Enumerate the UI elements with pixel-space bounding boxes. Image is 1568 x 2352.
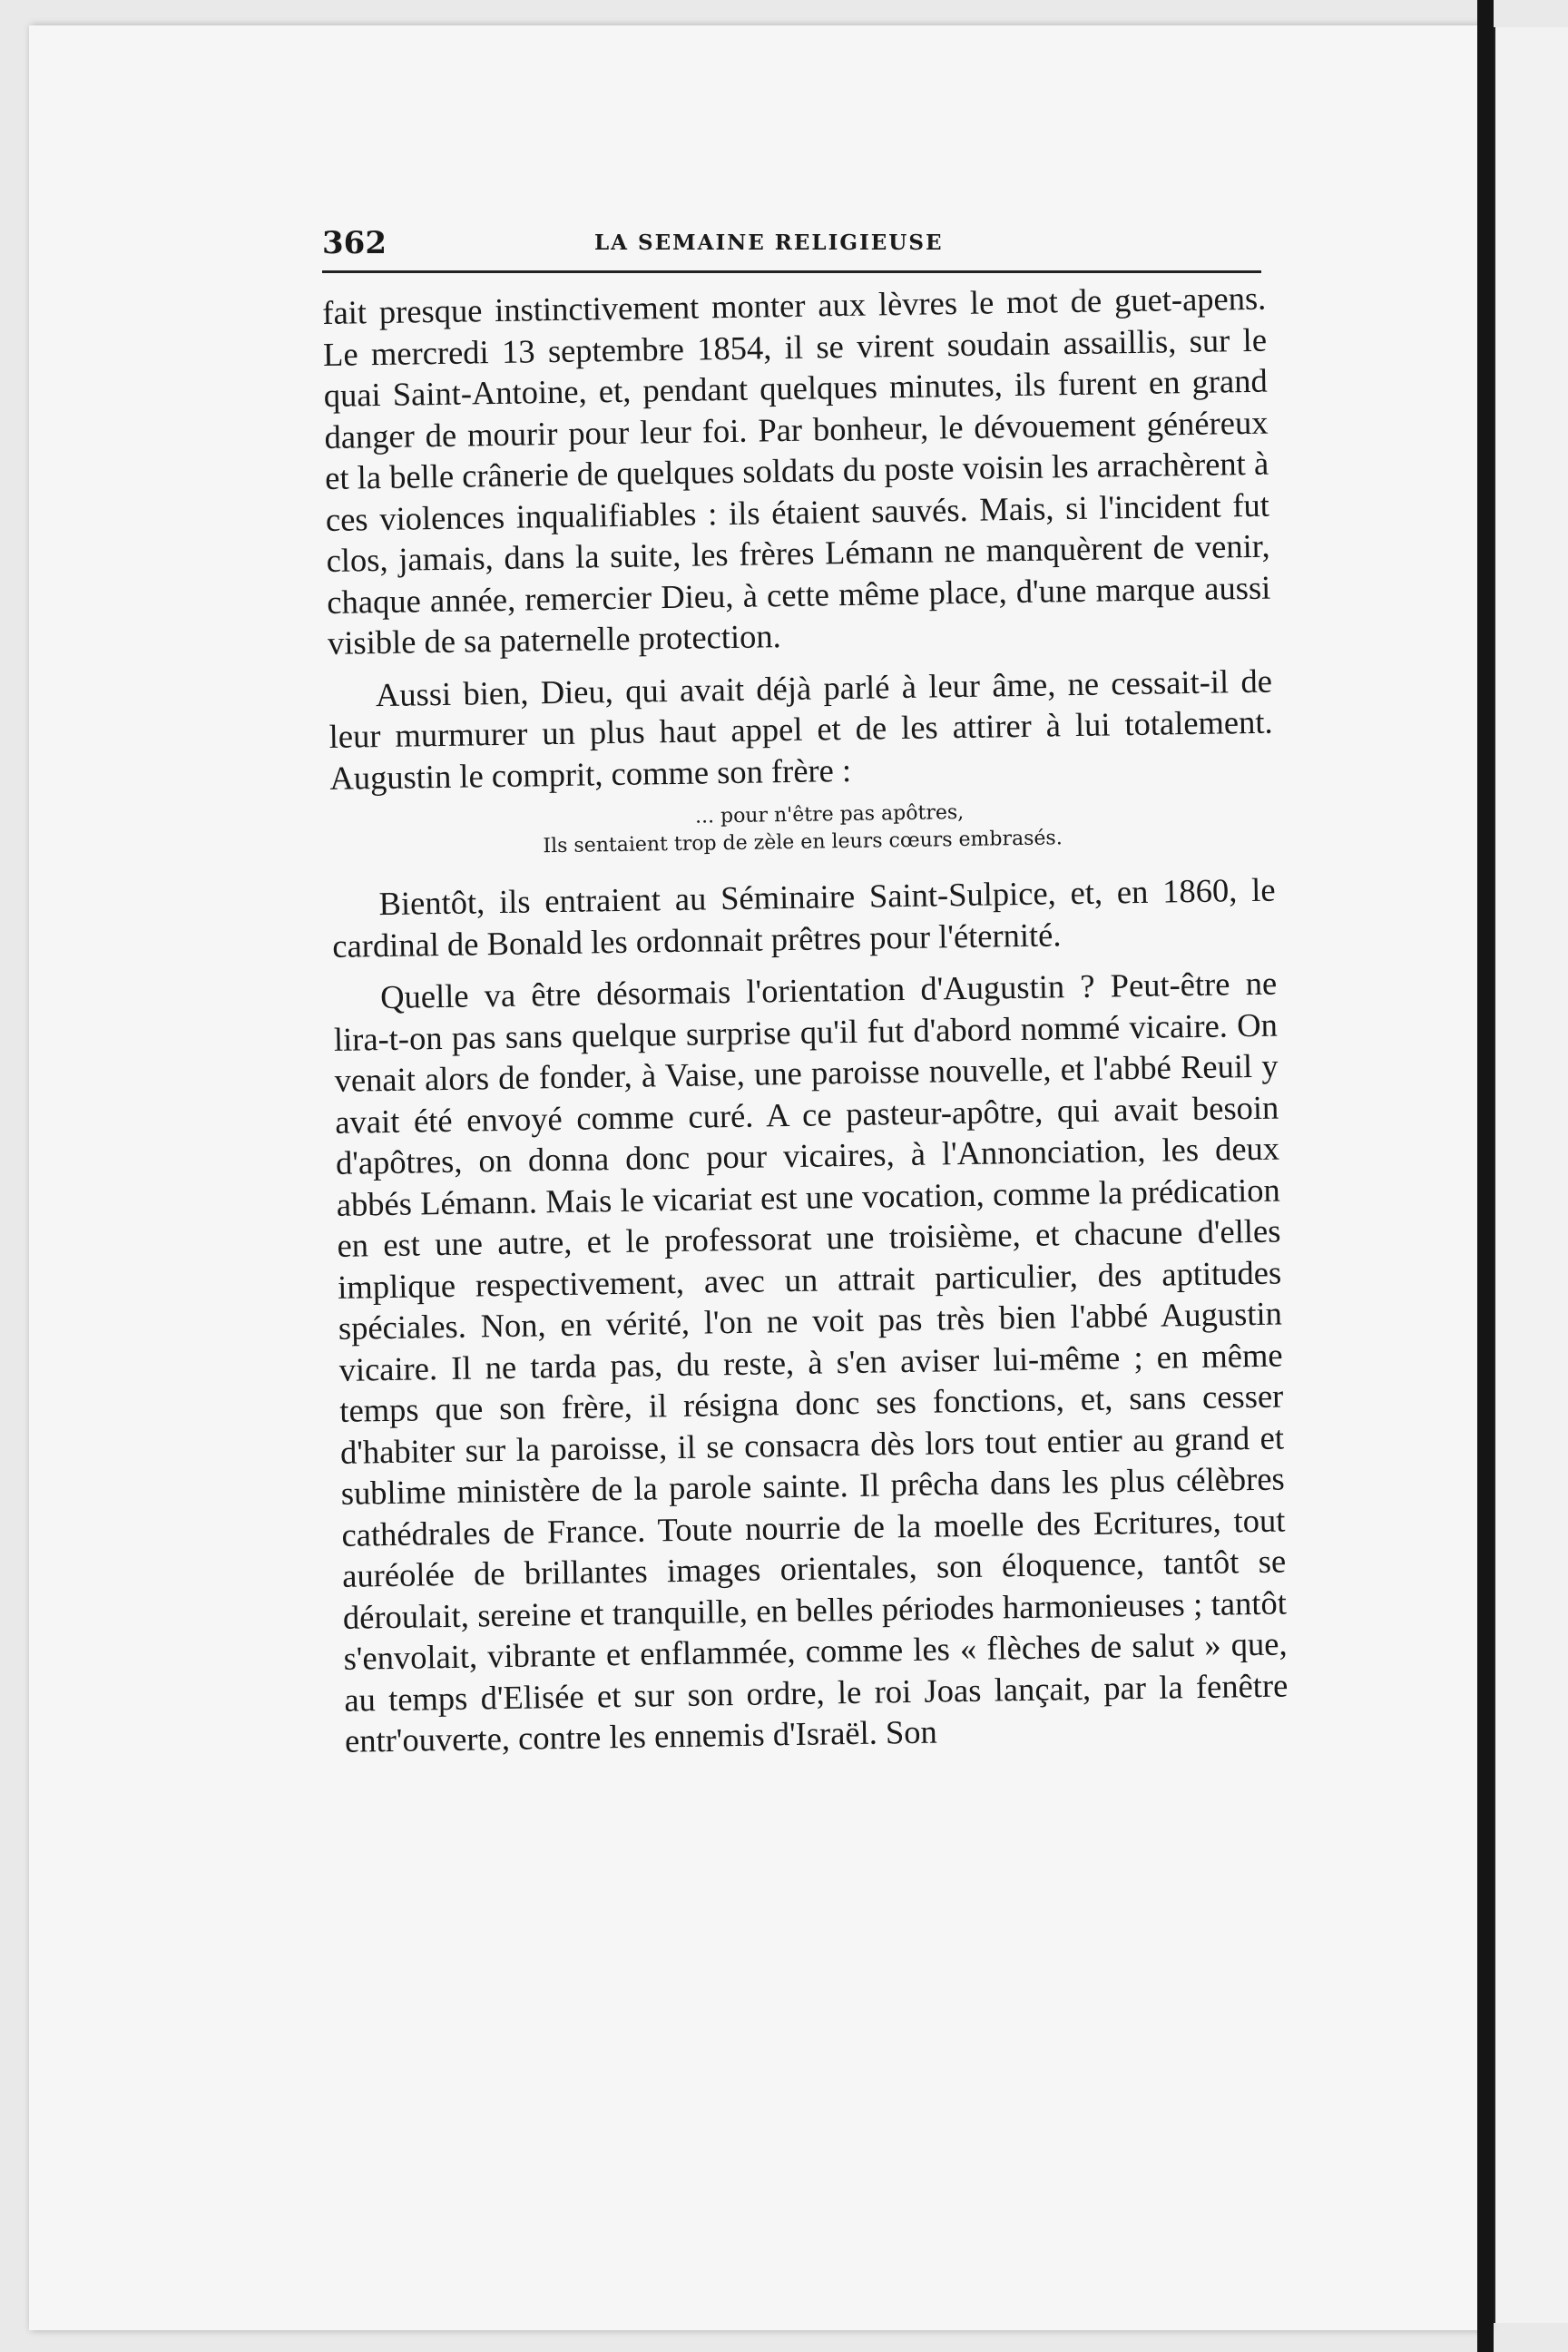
paragraph: fait presque instinctivement monter aux lèvres le mot de guet-apens. Le mercredi 13 septembre 1854, il se virent soudain assaillis, sur le quai Saint-Antoine, et, pendant quelques minutes, ils furent en grand danger de mourir pour leur foi. Par bonheur, le dévouement généreux et la belle crânerie de quelques soldats du poste voisin les arrachèrent à ces violences inqualifiables : ils étaient sauvés. Mais, si l'incident fut clos, jamais, dans la suite, les frères Lémann ne manquèrent de venir, chaque année, remercier Dieu, à cette même place, d'une marque aussi visible de sa paternelle protection. xyxy=(322,279,1271,662)
running-head xyxy=(322,225,1261,273)
journal-title: LA SEMAINE RELIGIEUSE xyxy=(594,230,944,255)
body-text xyxy=(322,278,1289,1773)
facing-page-edge xyxy=(1494,27,1568,2323)
paragraph: Bientôt, ils entraient au Séminaire Saint-Sulpice, et, en 1860, le cardinal de Bonald les ordonnait prêtres pour l'éternité. xyxy=(331,870,1276,965)
paragraph: Aussi bien, Dieu, qui avait déjà parlé à leur âme, ne cessait-il de leur murmurer un plus haut appel et de les attirer à lui totalement. Augustin le comprit, comme son frère : xyxy=(328,662,1273,797)
paragraph: Quelle va être désormais l'orientation d'Augustin ? Peut-être ne lira-t-on pas sans quelque surprise qu'il fut d'abord nommé vicaire. On venait alors de fonder, à Vaise, une paroisse nouvelle, et l'abbé Reuil y avait été envoyé comme curé. A ce pasteur-apôtre, qui avait besoin d'apôtres, on donna donc pour vicaires, à l'Annonciation, les deux abbés Lémann. Mais le vicariat est une vocation, comme la prédication en est une autre, et le professorat une troisième, et chacune d'elles implique respectivement, avec un attrait particulier, des aptitudes spéciales. Non, en vérité, l'on ne voit pas très bien l'abbé Augustin vicaire. Il ne tarda pas, du reste, à s'en aviser lui-même ; en même temps que son frère, il résigna donc ses fonctions, et, sans cesser d'habiter sur la paroisse, il se consacra dès lors tout entier au grand et sublime ministère de la parole sainte. Il prêcha dans les plus célèbres cathédrales de France. Toute nourrie de la moelle des Ecritures, tout auréolée de brillantes images orientales, son éloquence, tantôt se déroulait, sereine et tranquille, en belles périodes harmonieuses ; tantôt s'envolait, vibrante et enflammée, comme les « flèches de salut » que, au temps d'Elisée et sur son ordre, le roi Joas lançait, par la fenêtre entr'ouverte, contre les ennemis d'Israël. Son xyxy=(333,964,1289,1759)
page-number: 362 xyxy=(322,225,387,261)
book-spine-shadow xyxy=(1477,0,1494,2352)
verse-line: Ils sentaient trop de zèle en leurs cœurs embrasés. xyxy=(543,827,1063,858)
verse-line: ... pour n'être pas apôtres, xyxy=(694,800,965,828)
verse-quote xyxy=(330,795,1275,864)
